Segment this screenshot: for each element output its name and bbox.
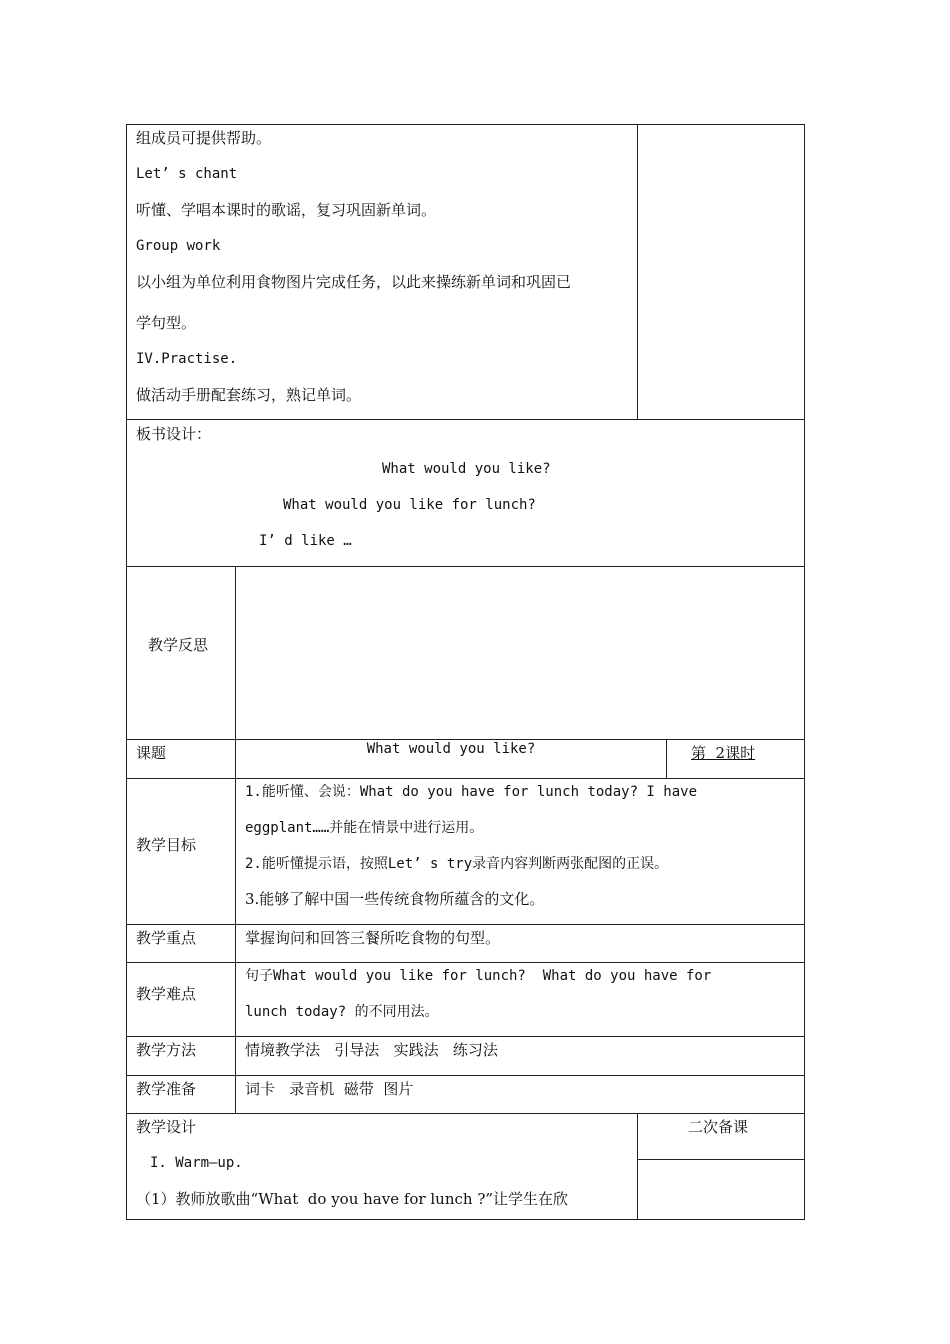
top-line-5: 以小组为单位利用食物图片完成任务，以此来操练新单词和巩固已	[136, 273, 572, 291]
row-divider-objectives	[126, 924, 805, 925]
lesson-table	[126, 566, 805, 1114]
top-line-3: 听懂、学唱本课时的歌谣，复习巩固新单词。	[136, 201, 437, 219]
difficulties-label: 教学难点	[136, 985, 197, 1003]
objective-line-2: eggplant……并能在情景中进行运用。	[245, 820, 484, 836]
objectives-label: 教学目标	[136, 836, 197, 854]
board-label: 板书设计：	[136, 425, 212, 443]
key-points-value: 掌握询问和回答三餐所吃食物的句型。	[245, 929, 501, 947]
secondary-header-divider	[637, 1159, 805, 1160]
difficulties-line-2: lunch today? 的不同用法。	[245, 1004, 439, 1020]
top-line-6: 学句型。	[136, 314, 197, 332]
reflection-label: 教学反思	[148, 636, 209, 654]
design-line-1: I. Warm—up.	[150, 1155, 243, 1171]
period-column-divider	[666, 739, 667, 779]
row-divider-methods	[126, 1075, 805, 1076]
top-line-4: Group work	[136, 238, 221, 254]
top-section-divider	[637, 124, 638, 420]
topic-label: 课题	[136, 744, 167, 762]
methods-label: 教学方法	[136, 1041, 197, 1059]
objective-line-1: 1.能听懂、会说：What do you have for lunch today? I have	[245, 784, 698, 800]
top-line-7: IV.Practise.	[136, 351, 238, 367]
preparation-value: 词卡 录音机 磁带 图片	[245, 1080, 414, 1098]
board-design-section	[126, 419, 805, 567]
design-line-2: （1）教师放歌曲“What do you have for lunch ?”让学生在欣	[136, 1190, 569, 1208]
methods-value: 情境教学法 引导法 实践法 练习法	[245, 1041, 498, 1059]
board-line-3: I’ d like …	[259, 533, 352, 549]
difficulties-line-1: 句子What would you like for lunch? What do you have for	[245, 968, 712, 984]
design-label: 教学设计	[136, 1118, 197, 1136]
lesson-label-column-divider	[235, 566, 236, 1114]
period-value: 第 2课时	[691, 744, 756, 762]
row-divider-difficulties	[126, 1036, 805, 1037]
topic-value: What would you like?	[366, 741, 536, 757]
key-points-label: 教学重点	[136, 929, 197, 947]
design-column-divider	[637, 1113, 638, 1220]
secondary-prep-label: 二次备课	[688, 1118, 749, 1136]
row-divider-key-points	[126, 962, 805, 963]
row-divider-topic	[126, 778, 805, 779]
top-line-1: 组成员可提供帮助。	[136, 129, 272, 147]
board-line-2: What would you like for lunch?	[283, 497, 536, 513]
top-line-2: Let’ s chant	[136, 166, 238, 182]
board-line-1: What would you like?	[382, 461, 551, 477]
preparation-label: 教学准备	[136, 1080, 197, 1098]
objective-line-4: 3.能够了解中国一些传统食物所蕴含的文化。	[245, 890, 545, 908]
objective-line-3: 2.能听懂提示语，按照Let’ s try录音内容判断两张配图的正误。	[245, 856, 669, 872]
top-line-8: 做活动手册配套练习，熟记单词。	[136, 386, 362, 404]
